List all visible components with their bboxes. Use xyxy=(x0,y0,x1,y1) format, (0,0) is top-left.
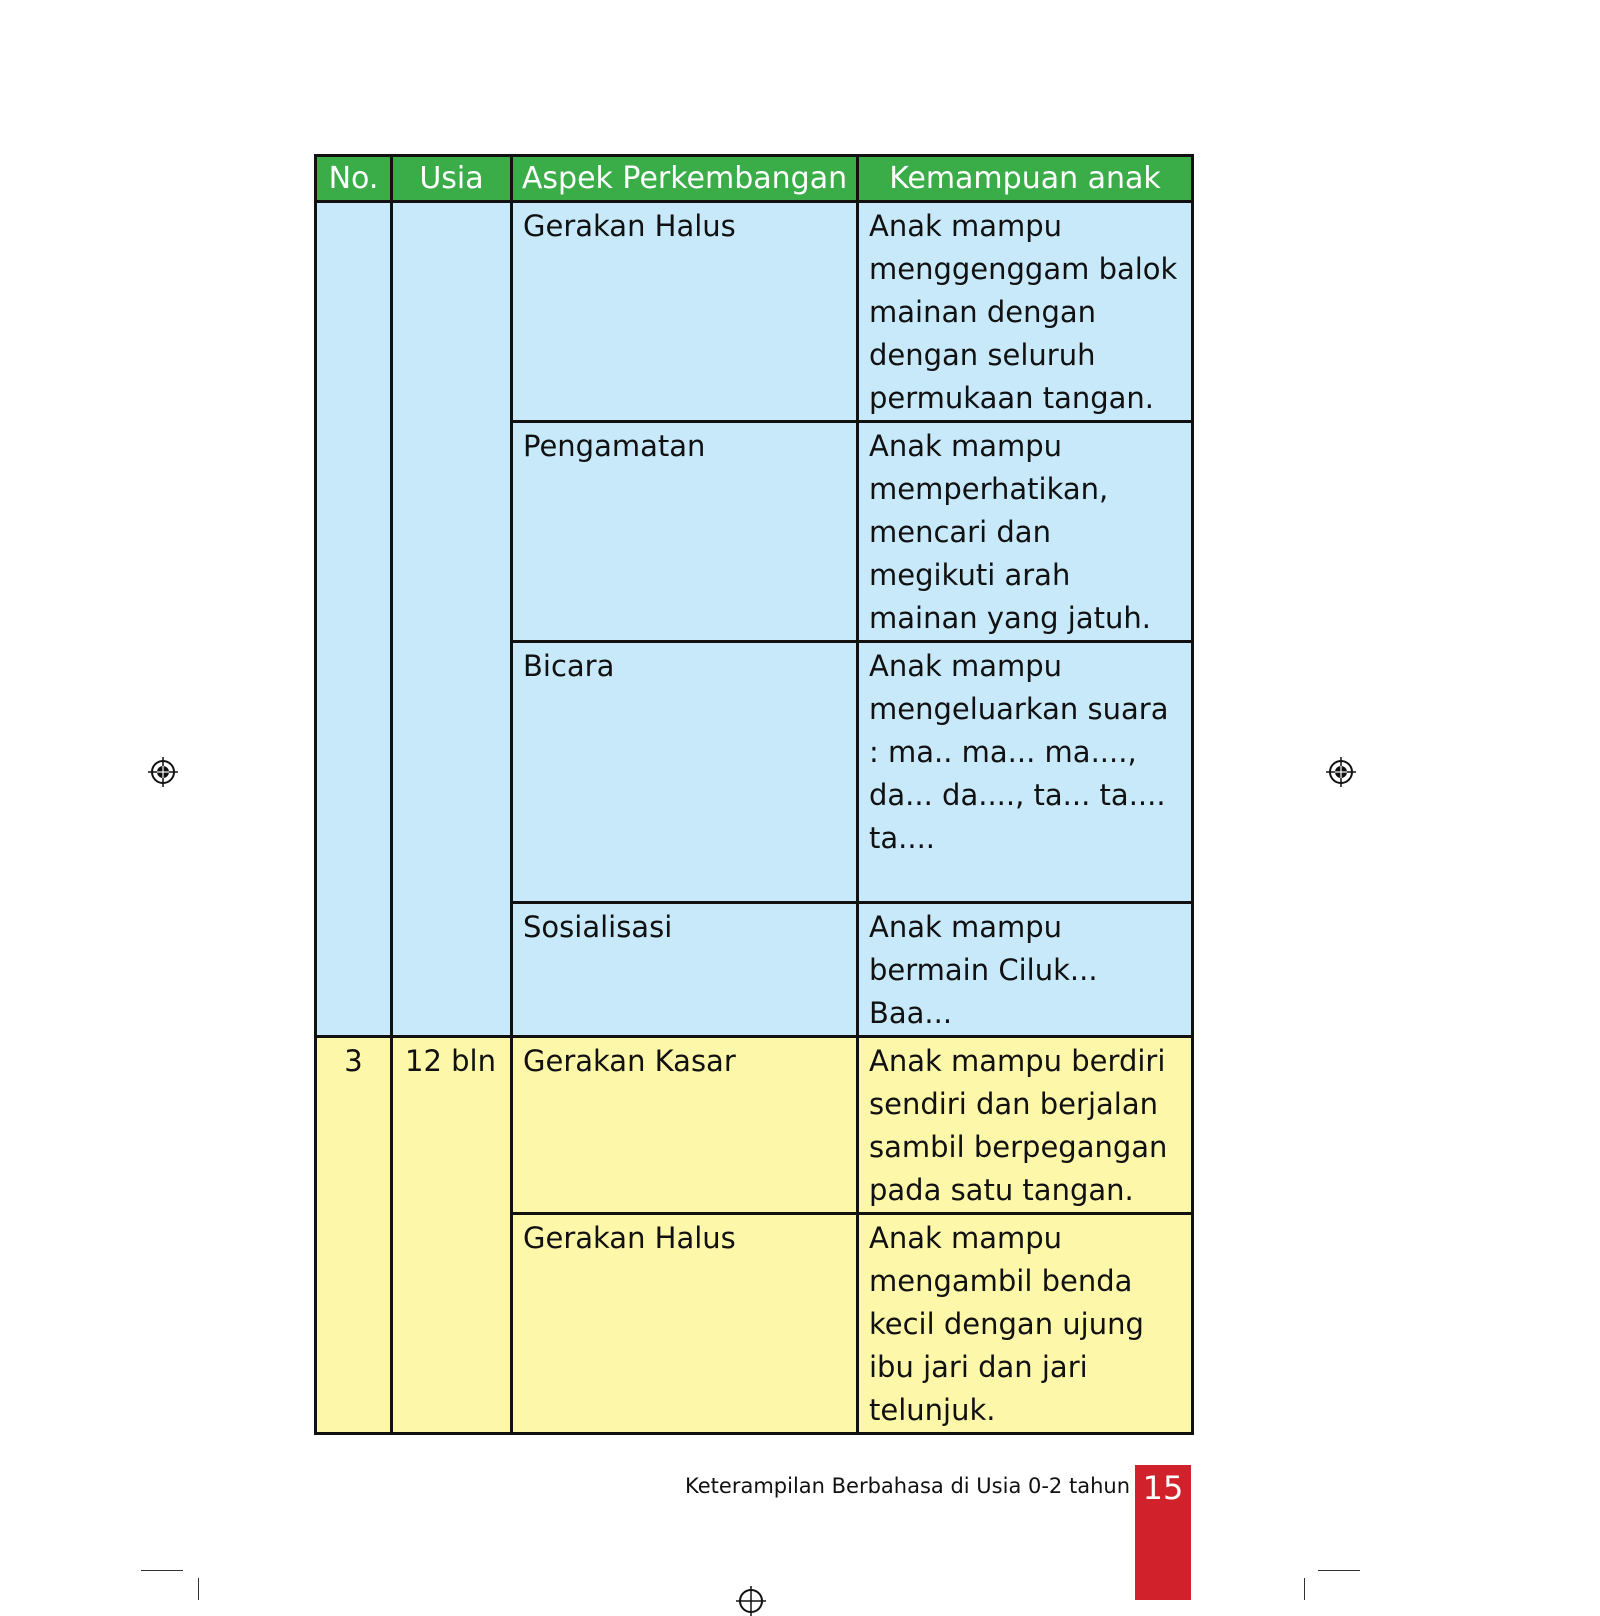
kemampuan-cell: Anak mampu bermain Ciluk... Baa... xyxy=(858,903,1193,1037)
no-cell-empty xyxy=(316,202,392,1037)
footer-book-title: Keterampilan Berbahasa di Usia 0-2 tahun xyxy=(685,1474,1130,1498)
aspek-cell: Pengamatan xyxy=(512,422,858,642)
header-usia: Usia xyxy=(392,156,512,202)
registration-mark-icon xyxy=(148,757,178,787)
usia-cell: 12 bln xyxy=(392,1037,512,1434)
page-number: 15 xyxy=(1142,1469,1184,1507)
no-cell: 3 xyxy=(316,1037,392,1434)
development-table xyxy=(314,154,1194,1435)
aspek-cell: Gerakan Kasar xyxy=(512,1037,858,1214)
aspek-cell: Gerakan Halus xyxy=(512,202,858,422)
aspek-cell: Bicara xyxy=(512,642,858,903)
usia-cell-empty xyxy=(392,202,512,1037)
header-kemampuan: Kemampuan anak xyxy=(858,156,1193,202)
kemampuan-cell: Anak mampu menggenggam balok mainan dengan dengan seluruh permukaan tangan. xyxy=(858,202,1193,422)
header-no: No. xyxy=(316,156,392,202)
crop-mark xyxy=(141,1570,183,1571)
table-row xyxy=(316,202,1193,422)
aspek-cell: Gerakan Halus xyxy=(512,1214,858,1434)
crop-mark xyxy=(198,1578,199,1600)
page-number-tab xyxy=(1135,1465,1191,1600)
crop-mark xyxy=(1304,1578,1305,1600)
table-header-row xyxy=(316,156,1193,202)
kemampuan-cell: Anak mampu mengambil benda kecil dengan ujung ibu jari dan jari telunjuk. xyxy=(858,1214,1193,1434)
header-aspek: Aspek Perkembangan xyxy=(512,156,858,202)
kemampuan-cell: Anak mampu berdiri sendiri dan berjalan sambil berpegangan pada satu tangan. xyxy=(858,1037,1193,1214)
table-row xyxy=(316,1037,1193,1214)
registration-mark-icon xyxy=(1326,757,1356,787)
crop-mark xyxy=(1318,1570,1360,1571)
kemampuan-cell: Anak mampu memperhatikan, mencari dan megikuti arah mainan yang jatuh. xyxy=(858,422,1193,642)
kemampuan-cell: Anak mampu mengeluarkan suara : ma.. ma... ma...., da... da...., ta... ta.... ta.... xyxy=(858,642,1193,903)
registration-mark-icon xyxy=(736,1586,766,1616)
aspek-cell: Sosialisasi xyxy=(512,903,858,1037)
